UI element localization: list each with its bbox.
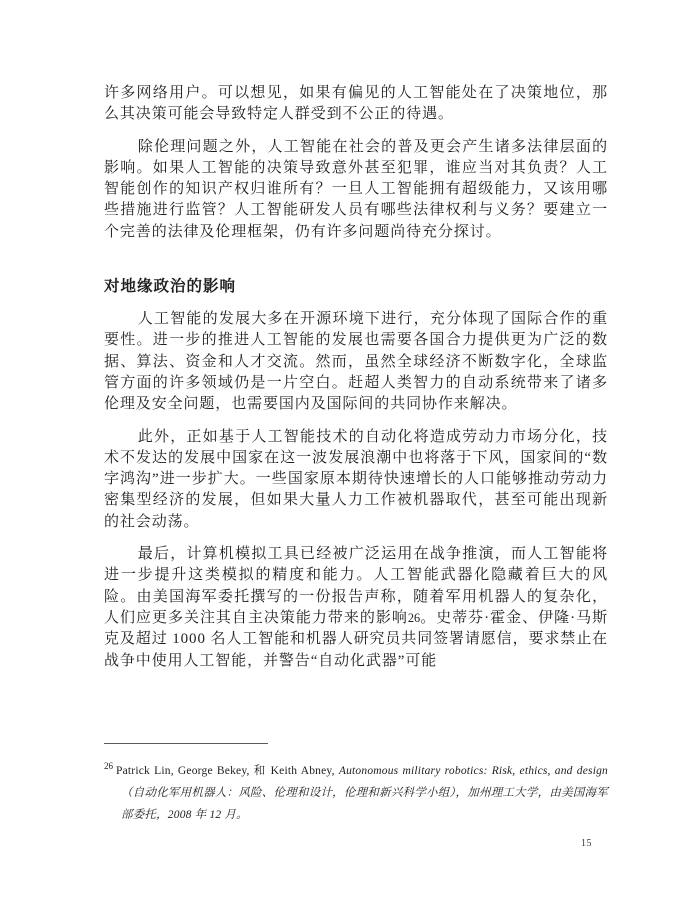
footnote-reference-26: 26 — [407, 610, 421, 625]
paragraph-legal-impact: 除伦理问题之外，人工智能在社会的普及更会产生诸多法律层面的影响。如果人工智能的决策导致意外甚至犯罪，谁应当对其负责？人工智能创作的知识产权归谁所有？一旦人工智能拥有超级能力，又该用哪些措施进行监管？人工智能研发人员有哪些法律权利与义务？要建立一个完善的法律及伦理框架，仍有许多问题尚待充分探讨。 — [104, 138, 608, 240]
paragraph-military-ai — [104, 544, 608, 672]
footnote-marker: 26 — [104, 761, 113, 772]
page-body — [104, 83, 608, 683]
page-number: 15 — [581, 838, 592, 849]
section-heading-geopolitics: 对地缘政治的影响 — [104, 278, 237, 296]
footnote-26 — [104, 760, 608, 826]
paragraph-international-cooperation: 人工智能的发展大多在开源环境下进行，充分体现了国际合作的重要性。进一步的推进人工智能的发展也需要各国合力提供更为广泛的数据、算法、资金和人才交流。然而，虽然全球经济不断数字化，全球监管方面的许多领域仍是一片空白。赶超人类智力的自动系统带来了诸多伦理及安全问题，也需要国内及国际间的共同协作来解决。 — [104, 311, 608, 413]
paragraph-network-users: 许多网络用户。可以想见，如果有偏见的人工智能处在了决策地位，那么其决策可能会导致特定人群受到不公正的待遇。 — [104, 85, 608, 123]
footnote-area — [104, 743, 608, 826]
paragraph-digital-divide: 此外，正如基于人工智能技术的自动化将造成劳动力市场分化，技术不发达的发展中国家在这一波发展浪潮中也将落于下风，国家间的“数字鸿沟”进一步扩大。一些国家原本期待快速增长的人口能够推动劳动力密集型经济的发展，但如果大量人力工作被机器取代，甚至可能出现新的社会动荡。 — [104, 428, 608, 530]
footnote-translation: （自动化军用机器人：风险、伦理和设计，伦理和新兴科学小组），加州理工大学，由美国海军部委托，2008 年 12 月。 — [121, 787, 608, 821]
paragraph-military-ai-text-before: 最后，计算机模拟工具已经被广泛运用在战争推演，而人工智能将进一步提升这类模拟的精度和能力。人工智能武器化隐藏着巨大的风险。由美国海军委托撰写的一份报告声称，随着军用机器人的复杂化，人们应更多关注其自主决策能力带来的影响 — [104, 546, 608, 626]
footnote-separator-rule — [104, 743, 268, 744]
footnote-authors: Patrick Lin, George Bekey, 和 Keith Abney, — [116, 765, 339, 777]
footnote-title: Autonomous military robotics: Risk, ethics, and design — [338, 765, 608, 777]
paragraph-military-ai-text-after: 。史蒂芬·霍金、伊隆·马斯克及超过 1000 名人工智能和机器人研究员共同签署请愿信，要求禁止在战争中使用人工智能，并警告“自动化武器”可能 — [104, 609, 609, 669]
